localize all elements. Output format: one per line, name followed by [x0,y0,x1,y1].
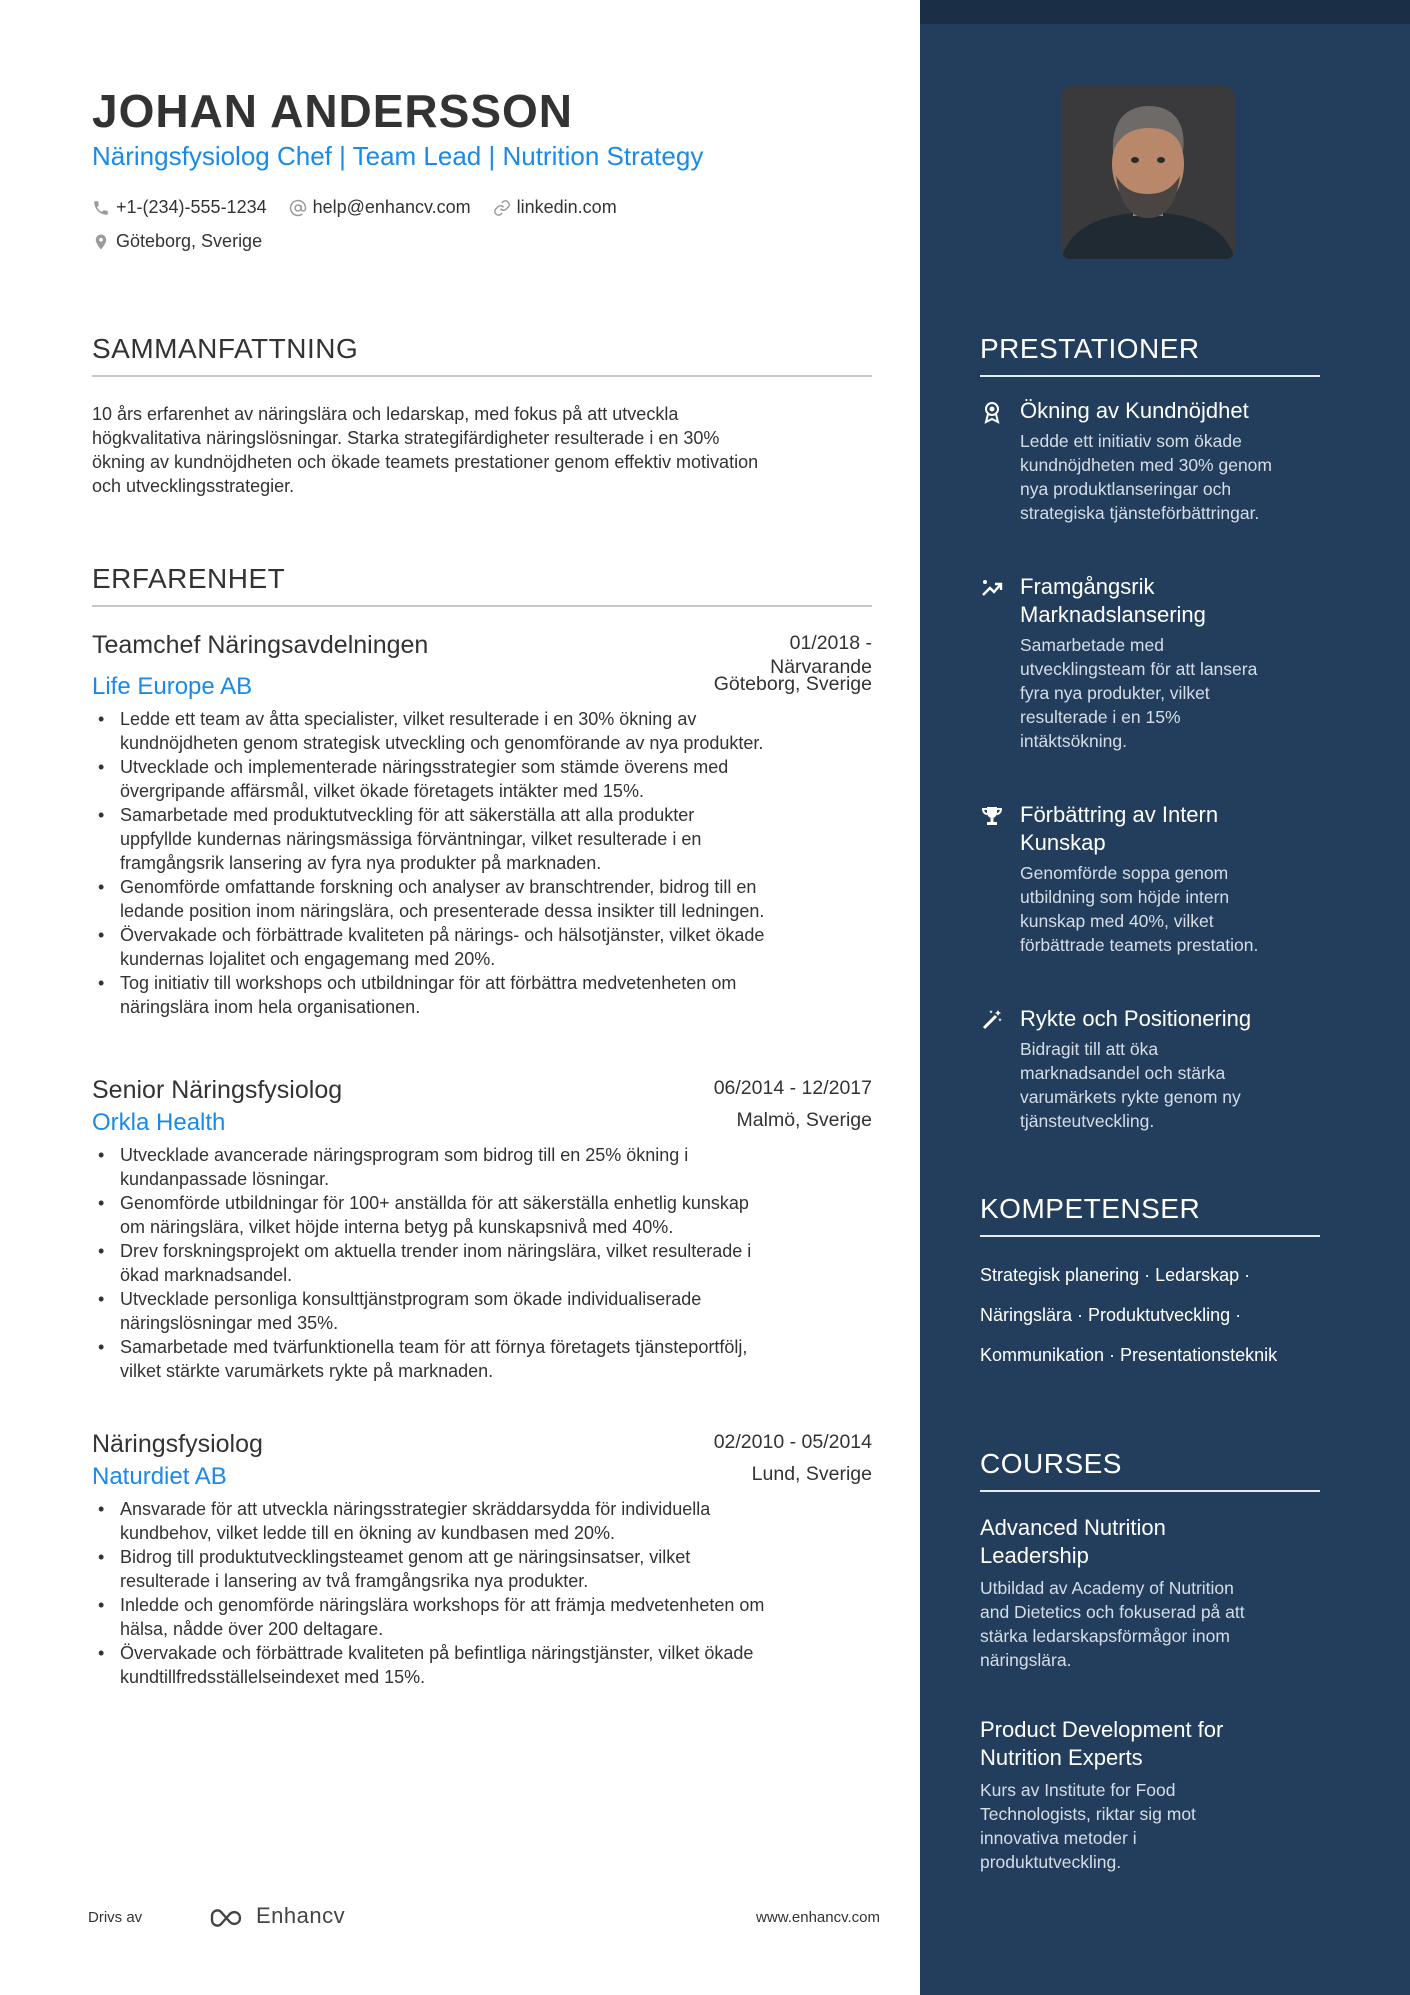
skills-heading: KOMPETENSER [980,1193,1320,1237]
summary-text [92,402,872,498]
achievement-title: Förbättring av Intern Kunskap [1020,802,1219,855]
job-bullet: • Inledde och genomförde näringslära workshops för att främja medvetenheten om hälsa, nådde över 200 deltagare. [92,1593,872,1641]
job-entry [92,1430,872,1689]
job-location: Malmö, Sverige [736,1109,872,1131]
job-entry [92,631,872,1019]
course-text: Utbildad av Academy of Nutrition and Dietetics och fokuserad på att stärka ledarskapsförmågor inom näringslära. [980,1578,1245,1670]
summary-line: högkvalitativa näringslösningar. Starka strategifärdigheter resulterade i en 30% [92,428,720,448]
course-item [980,1716,1320,1874]
courses-heading: COURSES [980,1448,1320,1492]
job-bullets [92,707,872,1019]
location-pin-icon [92,233,110,251]
job-bullet: • Utvecklade personliga konsulttjänstprogram som ökade individualiserade näringslösningar med 35%. [92,1287,872,1335]
achievement-title: Framgångsrik Marknadslansering [1020,574,1206,627]
job-bullets [92,1497,872,1689]
course-item [980,1514,1320,1672]
contact-location [92,231,262,252]
company-name[interactable]: Orkla Health [92,1109,226,1136]
job-bullet: • Bidrog till produktutvecklingsteamet genom att ge näringsinsatser, vilket resulterade i lansering av två framgångsrika nya produkter. [92,1545,872,1593]
job-bullet: • Utvecklade och implementerade näringsstrategier som stämde överens med övergripande affärsmål, vilket ökade företagets intäkter med 15%. [92,755,872,803]
contact-phone[interactable] [92,197,267,218]
achievement-item [980,573,1320,753]
profile-photo [1061,86,1235,259]
contact-email[interactable] [289,197,471,218]
job-location: Lund, Sverige [751,1463,872,1485]
magic-wand-icon [980,1008,1004,1032]
summary-line: ökning av kundnöjdheten och ökade teamets prestationer genom effektiv motivation [92,452,759,472]
achievements-heading: PRESTATIONER [980,333,1320,377]
contact-location-row [92,231,284,252]
company-name[interactable]: Life Europe AB [92,673,253,700]
linkedin-text: linkedin.com [516,197,617,217]
email-text: help@enhancv.com [312,197,471,217]
summary-line: 10 års erfarenhet av näringslära och ledarskap, med fokus på att utveckla [92,404,679,424]
job-bullet: • Genomförde utbildningar för 100+ anställda för att säkerställa enhetlig kunskap om näringslära, vilket höjde interna betyg på kunskapsnivå med 40%. [92,1191,872,1239]
achievements-section [980,333,1320,1133]
job-bullet: • Samarbetade med tvärfunktionella team för att förnya företagets tjänsteportfölj, vilket stärkte varumärkets rykte på marknaden. [92,1335,872,1383]
sidebar-top-strip [920,0,1410,24]
contact-linkedin[interactable] [493,197,617,218]
experience-heading: ERFARENHET [92,563,872,607]
contact-row [92,197,639,218]
achievement-text: Samarbetade med utvecklingsteam för att lansera fyra nya produkter, vilket resulterade i en 15% intäktsökning. [1020,635,1258,751]
job-date: 06/2014 - 12/2017 [713,1077,872,1099]
enhancv-logo-icon [206,1903,252,1929]
job-title: Näringsfysiolog [92,1430,263,1458]
company-name[interactable]: Naturdiet AB [92,1463,227,1490]
job-bullet: • Övervakade och förbättrade kvaliteten på närings- och hälsotjänster, vilket ökade kundernas lojalitet och engagemang med 20%. [92,923,872,971]
trend-up-icon [980,576,1004,600]
achievement-text: Genomförde soppa genom utbildning som höjde intern kunskap med 40%, vilket förbättrade teamets prestation. [1020,863,1259,955]
at-sign-icon [289,199,307,217]
course-title: Product Development for Nutrition Experts [980,1717,1224,1770]
achievement-text: Bidragit till att öka marknadsandel och stärka varumärkets rykte genom ny tjänsteutveckling. [1020,1039,1241,1131]
job-date-end: Närvarande [770,656,872,678]
summary-line: och utvecklingsstrategier. [92,476,295,496]
job-bullet: • Genomförde omfattande forskning och analyser av branschtrender, bidrog till en ledande position inom näringslära, och presenterade dessa insikter till ledningen. [92,875,872,923]
award-ribbon-icon [980,400,1004,424]
job-date [770,631,872,679]
skills-line: Näringslära · Produktutveckling · [980,1305,1242,1325]
job-bullets [92,1143,872,1383]
achievement-item [980,397,1320,525]
achievement-item [980,801,1320,957]
job-bullet: • Tog initiativ till workshops och utbildningar för att förbättra medvetenheten om näringslära inom hela organisationen. [92,971,872,1019]
footer [88,1903,880,1933]
link-icon [493,199,511,217]
achievement-text: Ledde ett initiativ som ökade kundnöjdheten med 30% genom nya produktlanseringar och strategiska tjänsteförbättringar. [1020,431,1272,523]
courses-section [980,1448,1320,1874]
sidebar [920,0,1410,1995]
job-bullet: • Ansvarade för att utveckla näringsstrategier skräddarsydda för individuella kundbehov, vilket ledde till en ökning av kundbasen med 20%. [92,1497,872,1545]
powered-by-label: Drivs av [88,1909,143,1926]
enhancv-brand-text: Enhancv [256,1903,346,1928]
job-bullet: • Utvecklade avancerade näringsprogram som bidrog till en 25% ökning i kundanpassade lösningar. [92,1143,872,1191]
footer-url[interactable]: www.enhancv.com [756,1909,880,1926]
location-text: Göteborg, Sverige [116,231,263,251]
skills-list [980,1255,1320,1375]
trophy-icon [980,804,1004,828]
phone-icon [92,199,110,217]
candidate-name: JOHAN ANDERSSON [92,85,574,137]
enhancv-logo[interactable] [206,1903,345,1929]
course-text: Kurs av Institute for Food Technologists, riktar sig mot innovativa metoder i produktutveckling. [980,1780,1196,1872]
job-bullet: • Samarbetade med produktutveckling för att säkerställa att alla produkter uppfyllde kundernas näringsmässiga förväntningar, vilket resulterade i en framgångsrik lansering av fyra nya produkter på marknaden. [92,803,872,875]
job-bullet: • Övervakade och förbättrade kvaliteten på befintliga näringstjänster, vilket ökade kundtillfredsställelseindexet med 15%. [92,1641,872,1689]
job-bullet: • Ledde ett team av åtta specialister, vilket resulterade i en 30% ökning av kundnöjdheten genom strategisk utveckling och genomförande av nya produkter. [92,707,872,755]
achievement-title: Rykte och Positionering [1020,1006,1252,1031]
candidate-subtitle: Näringsfysiolog Chef | Team Lead | Nutrition Strategy [92,141,704,171]
job-bullet: • Drev forskningsprojekt om aktuella trender inom näringslära, vilket resulterade i ökad marknadsandel. [92,1239,872,1287]
skills-line: Strategisk planering · Ledarskap · [980,1265,1251,1285]
achievement-title: Ökning av Kundnöjdhet [1020,398,1249,423]
job-location: Göteborg, Sverige [713,673,872,695]
achievement-item [980,1005,1320,1133]
skills-section [980,1193,1320,1375]
job-title: Senior Näringsfysiolog [92,1076,343,1104]
summary-heading: SAMMANFATTNING [92,333,872,377]
job-date-start: 01/2018 - [789,632,872,654]
job-title: Teamchef Näringsavdelningen [92,631,429,659]
skills-line: Kommunikation · Presentationsteknik [980,1345,1278,1365]
phone-text: +1-(234)-555-1234 [116,197,267,217]
portrait-icon [1061,86,1235,259]
course-title: Advanced Nutrition Leadership [980,1515,1166,1568]
job-date: 02/2010 - 05/2014 [713,1431,872,1453]
job-entry [92,1076,872,1383]
